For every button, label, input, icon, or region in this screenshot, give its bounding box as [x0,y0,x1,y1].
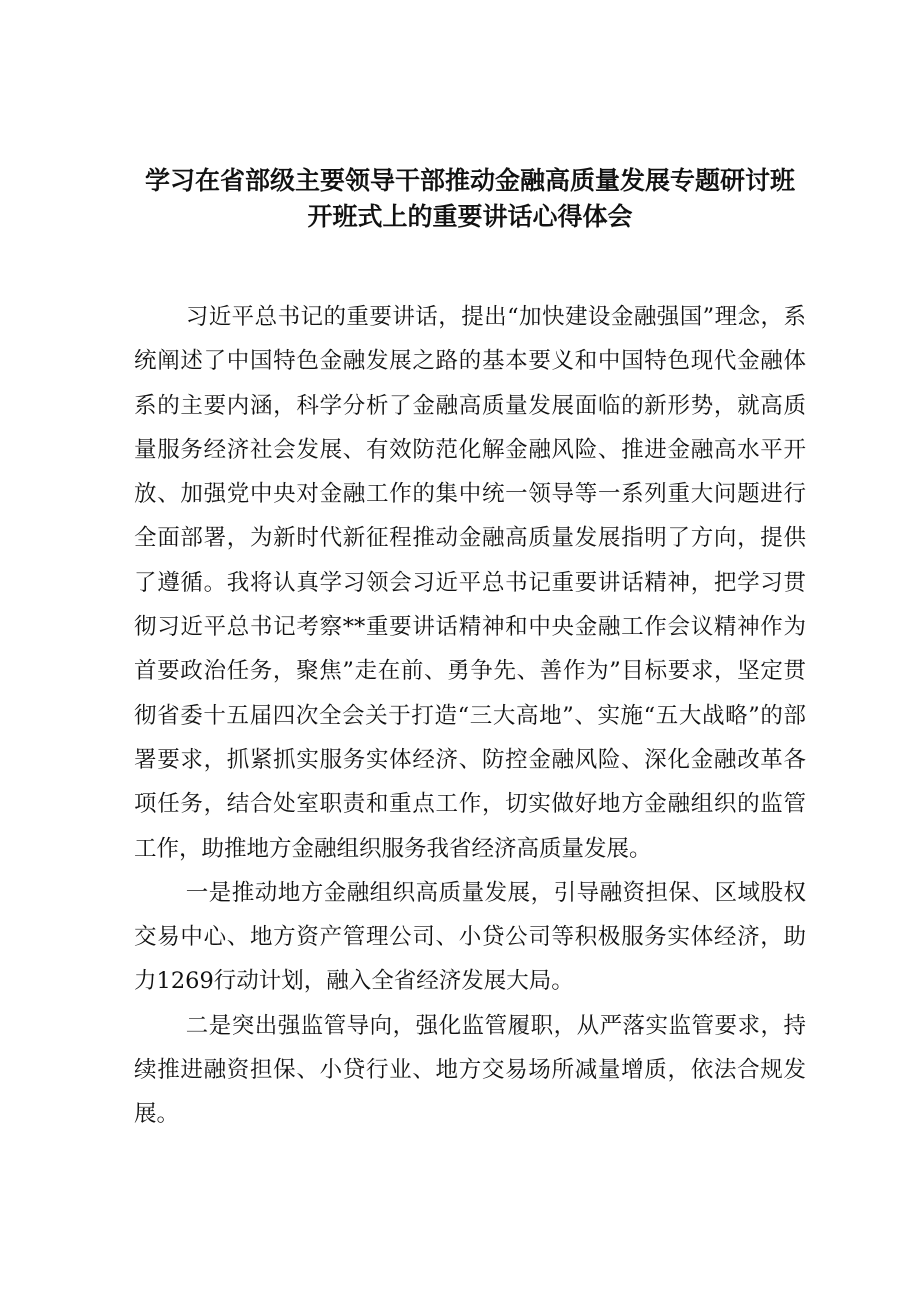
paragraph-point-two: 二是突出强监管导向，强化监管履职，从严落实监管要求，持续推进融资担保、小贷行业、地方交易场所减量增质，依法合规发展。 [134,1012,806,1128]
paragraph-intro: 习近平总书记的重要讲话，提出“加快建设金融强国”理念，系统阐述了中国特色金融发展之路的基本要义和中国特色现代金融体系的主要内涵，科学分析了金融高质量发展面临的新形势，就高质量服务经济社会发展、有效防范化解金融风险、推进金融高水平开放、加强党中央对金融工作的集中统一领导等一系列重大问题进行全面部署，为新时代新征程推动金融高质量发展指明了方向，提供了遵循。我将认真学习领会习近平总书记重要讲话精神，把学习贯彻习近平总书记考察**重要讲话精神和中央金融工作会议精神作为首要政治任务，聚焦”走在前、勇争先、善作为”目标要求，坚定贯彻省委十五届四次全会关于打造“三大高地”、实施“五大战略”的部署要求，抓紧抓实服务实体经济、防控金融风险、深化金融改革各项任务，结合处室职责和重点工作，切实做好地方金融组织的监管工作，助推地方金融组织服务我省经济高质量发展。 [134,304,806,862]
document-title [120,163,820,235]
title-line-1: 学习在省部级主要领导干部推动金融高质量发展专题研讨班 [144,166,795,195]
title-line-2: 开班式上的重要讲话心得体会 [307,202,633,231]
document-body [134,295,806,1137]
paragraph-point-one: 一是推动地方金融组织高质量发展，引导融资担保、区域股权交易中心、地方资产管理公司、小贷公司等积极服务实体经济，助力1269行动计划，融入全省经济发展大局。 [134,879,806,995]
